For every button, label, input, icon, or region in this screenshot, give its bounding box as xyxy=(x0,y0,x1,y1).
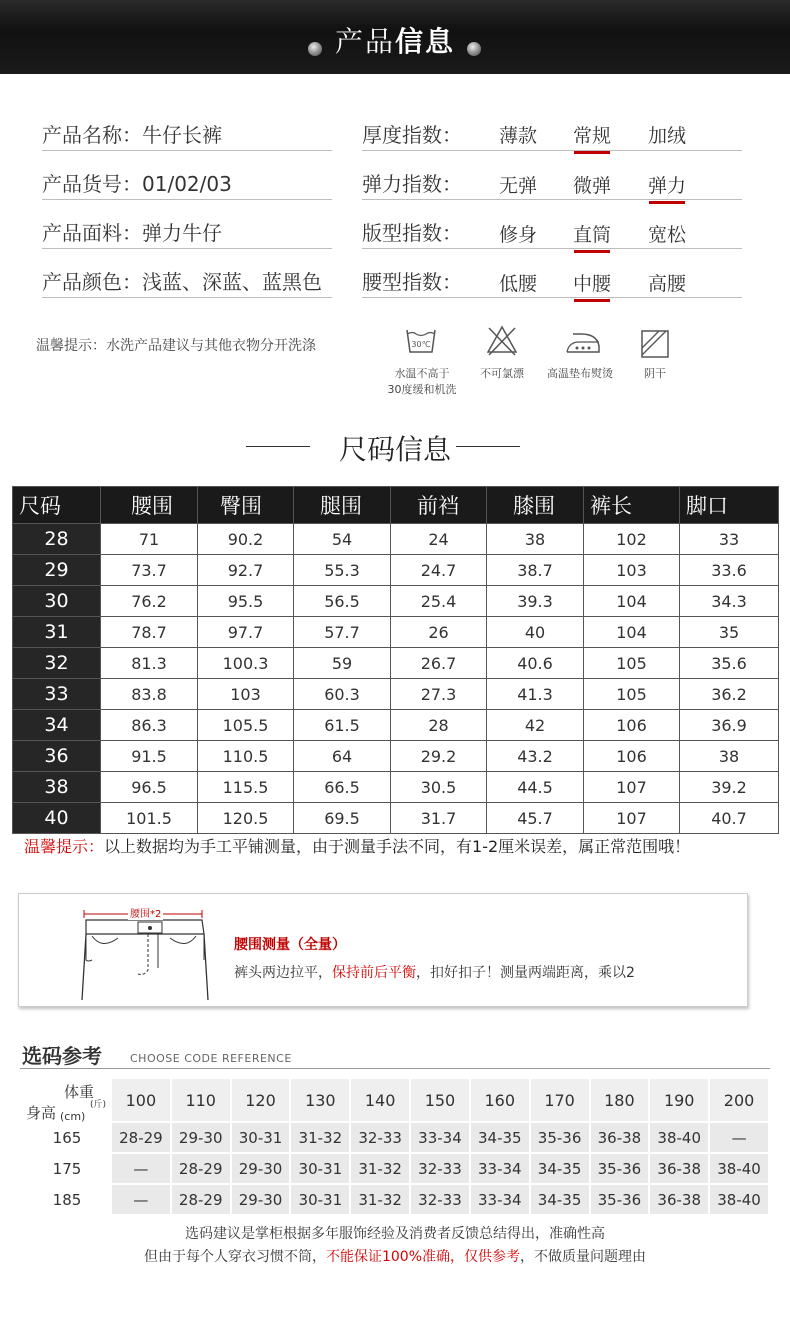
table-cell: 26 xyxy=(391,617,487,648)
size-reference-table xyxy=(22,1077,770,1216)
shade-dry-icon xyxy=(639,328,673,362)
weight-cell: 160 xyxy=(471,1079,529,1121)
thickness-option-selected: 常规 xyxy=(562,121,622,151)
thickness-option: 加绒 xyxy=(647,125,686,147)
weight-cell: 100 xyxy=(112,1079,170,1121)
table-cell: 39.3 xyxy=(487,586,584,617)
table-cell: 29.2 xyxy=(391,741,487,772)
table-row xyxy=(13,772,779,803)
divider xyxy=(20,1068,770,1069)
table-row xyxy=(13,524,779,555)
table-cell: 100.3 xyxy=(198,648,294,679)
size-cell: 40 xyxy=(13,803,101,834)
size-table xyxy=(12,486,779,834)
size-cell: 29 xyxy=(13,555,101,586)
size-cell: 33 xyxy=(13,679,101,710)
table-cell: 105 xyxy=(584,679,680,710)
table-cell: 39.2 xyxy=(680,772,779,803)
col-header: 前裆 xyxy=(391,487,487,524)
table-cell: 38 xyxy=(487,524,584,555)
weight-cell: 200 xyxy=(710,1079,768,1121)
table-cell: 26.7 xyxy=(391,648,487,679)
table-cell: 66.5 xyxy=(294,772,391,803)
table-row xyxy=(13,710,779,741)
table-cell: 78.7 xyxy=(101,617,198,648)
col-header: 尺码 xyxy=(13,487,101,524)
table-cell: 76.2 xyxy=(101,586,198,617)
table-cell: 35.6 xyxy=(680,648,779,679)
col-header: 脚口 xyxy=(680,487,779,524)
table-cell: 43.2 xyxy=(487,741,584,772)
table-cell: 38 xyxy=(680,741,779,772)
size-range-cell: 33-34 xyxy=(411,1123,469,1152)
product-color-label: 产品颜色： xyxy=(42,270,142,294)
height-cell: 175 xyxy=(24,1154,110,1183)
table-row xyxy=(13,803,779,834)
table-cell: 28 xyxy=(391,710,487,741)
waist-option: 低腰 xyxy=(498,273,537,295)
table-row xyxy=(13,648,779,679)
table-cell: 42 xyxy=(487,710,584,741)
wash-tip: 温馨提示：水洗产品建议与其他衣物分开洗涤 xyxy=(36,338,316,354)
table-cell: 59 xyxy=(294,648,391,679)
size-section-title: 尺码信息 xyxy=(338,433,451,466)
size-range-cell: 29-30 xyxy=(172,1123,230,1152)
waist-option-selected: 中腰 xyxy=(562,269,622,299)
table-cell: 101.5 xyxy=(101,803,198,834)
size-range-cell: 35-36 xyxy=(531,1123,589,1152)
product-color-row xyxy=(42,267,332,298)
elasticity-option: 无弹 xyxy=(498,175,537,197)
table-cell: 90.2 xyxy=(198,524,294,555)
weight-cell: 190 xyxy=(650,1079,708,1121)
table-cell: 103 xyxy=(198,679,294,710)
product-name-value: 牛仔长裤 xyxy=(142,123,222,147)
elasticity-index-label: 弹力指数： xyxy=(362,172,462,196)
table-cell: 107 xyxy=(584,772,680,803)
table-cell: 104 xyxy=(584,617,680,648)
table-cell: 96.5 xyxy=(101,772,198,803)
size-cell: 32 xyxy=(13,648,101,679)
col-header: 裤长 xyxy=(584,487,680,524)
weight-cell: 150 xyxy=(411,1079,469,1121)
col-header: 膝围 xyxy=(487,487,584,524)
size-range-cell: — xyxy=(112,1154,170,1183)
size-table-header xyxy=(13,487,779,524)
size-range-cell: 38-40 xyxy=(650,1123,708,1152)
size-range-cell: 29-30 xyxy=(232,1185,290,1214)
fit-index-label: 版型指数： xyxy=(362,221,462,245)
table-cell: 105 xyxy=(584,648,680,679)
table-cell: 64 xyxy=(294,741,391,772)
size-reference-title: 选码参考 xyxy=(22,1044,102,1068)
size-range-cell: — xyxy=(112,1185,170,1214)
size-cell: 28 xyxy=(13,524,101,555)
table-cell: 24.7 xyxy=(391,555,487,586)
table-cell: 115.5 xyxy=(198,772,294,803)
height-cell: 165 xyxy=(24,1123,110,1152)
waist-measure-text: 裤头两边拉平，保持前后平衡，扣好扣子！测量两端距离，乘以2 xyxy=(234,965,635,981)
table-cell: 105.5 xyxy=(198,710,294,741)
product-fabric-row xyxy=(42,218,332,249)
size-range-cell: 36-38 xyxy=(650,1185,708,1214)
size-range-cell: 31-32 xyxy=(351,1185,409,1214)
size-range-cell: 32-33 xyxy=(351,1123,409,1152)
table-cell: 91.5 xyxy=(101,741,198,772)
elasticity-option-selected: 弹力 xyxy=(637,171,697,201)
waist-measure-title: 腰围测量（全量） xyxy=(234,937,346,953)
wash-30-icon xyxy=(404,322,438,356)
table-cell: 31.7 xyxy=(391,803,487,834)
table-cell: 38.7 xyxy=(487,555,584,586)
product-name-row xyxy=(42,120,332,151)
corner-cell: 体重 (斤) 身高 (cm) xyxy=(24,1079,110,1121)
height-cell: 185 xyxy=(24,1185,110,1214)
table-cell: 102 xyxy=(584,524,680,555)
elasticity-option: 微弹 xyxy=(572,175,611,197)
size-range-cell: 30-31 xyxy=(232,1123,290,1152)
size-reference-subtitle: CHOOSE CODE REFERENCE xyxy=(130,1052,292,1065)
size-range-cell: 34-35 xyxy=(531,1154,589,1183)
table-cell: 33 xyxy=(680,524,779,555)
size-range-cell: 33-34 xyxy=(471,1154,529,1183)
weight-cell: 180 xyxy=(591,1079,649,1121)
size-range-cell: 28-29 xyxy=(112,1123,170,1152)
size-range-cell: 35-36 xyxy=(591,1185,649,1214)
table-row xyxy=(13,741,779,772)
size-cell: 36 xyxy=(13,741,101,772)
table-cell: 40.7 xyxy=(680,803,779,834)
size-cell: 30 xyxy=(13,586,101,617)
reference-note-1: 选码建议是掌柜根据多年服饰经验及消费者反馈总结得出，准确性高 xyxy=(185,1226,605,1242)
product-fabric-label: 产品面料： xyxy=(42,221,142,245)
table-row xyxy=(13,555,779,586)
thickness-option: 薄款 xyxy=(498,125,537,147)
table-cell: 25.4 xyxy=(391,586,487,617)
size-range-cell: 36-38 xyxy=(650,1154,708,1183)
col-header: 腰围 xyxy=(101,487,198,524)
col-header: 臀围 xyxy=(198,487,294,524)
table-cell: 86.3 xyxy=(101,710,198,741)
reference-row xyxy=(24,1154,768,1183)
waist-diagram-label: 腰围*2 xyxy=(128,905,163,920)
table-cell: 36.9 xyxy=(680,710,779,741)
table-cell: 36.2 xyxy=(680,679,779,710)
size-range-cell: 28-29 xyxy=(172,1154,230,1183)
reference-row xyxy=(24,1185,768,1214)
table-cell: 27.3 xyxy=(391,679,487,710)
table-cell: 92.7 xyxy=(198,555,294,586)
table-cell: 55.3 xyxy=(294,555,391,586)
weight-cell: 110 xyxy=(172,1079,230,1121)
table-cell: 45.7 xyxy=(487,803,584,834)
table-cell: 69.5 xyxy=(294,803,391,834)
table-row xyxy=(13,617,779,648)
table-cell: 57.7 xyxy=(294,617,391,648)
size-range-cell: 34-35 xyxy=(531,1185,589,1214)
table-cell: 41.3 xyxy=(487,679,584,710)
iron-caption: 高温垫布熨烫 xyxy=(547,367,613,380)
fit-option-selected: 直筒 xyxy=(562,220,622,250)
table-cell: 106 xyxy=(584,710,680,741)
table-cell: 44.5 xyxy=(487,772,584,803)
size-range-cell: 28-29 xyxy=(172,1185,230,1214)
no-bleach-caption: 不可氯漂 xyxy=(480,367,524,380)
table-cell: 35 xyxy=(680,617,779,648)
reference-row xyxy=(24,1123,768,1152)
size-cell: 34 xyxy=(13,710,101,741)
size-range-cell: 29-30 xyxy=(232,1154,290,1183)
weight-header-row xyxy=(24,1079,768,1121)
col-header: 腿围 xyxy=(294,487,391,524)
shade-dry-caption: 阴干 xyxy=(644,367,666,380)
waist-index-label: 腰型指数： xyxy=(362,270,462,294)
product-name-label: 产品名称： xyxy=(42,123,142,147)
table-cell: 83.8 xyxy=(101,679,198,710)
size-range-cell: 32-33 xyxy=(411,1154,469,1183)
product-code-label: 产品货号： xyxy=(42,172,142,196)
table-cell: 107 xyxy=(584,803,680,834)
table-cell: 104 xyxy=(584,586,680,617)
fit-option: 修身 xyxy=(498,224,537,246)
size-range-cell: — xyxy=(710,1123,768,1152)
weight-cell: 130 xyxy=(291,1079,349,1121)
table-cell: 30.5 xyxy=(391,772,487,803)
product-code-value: 01/02/03 xyxy=(142,172,232,196)
waist-option: 高腰 xyxy=(647,273,686,295)
table-row xyxy=(13,679,779,710)
no-bleach-icon xyxy=(485,324,519,358)
table-cell: 71 xyxy=(101,524,198,555)
weight-cell: 170 xyxy=(531,1079,589,1121)
size-range-cell: 30-31 xyxy=(291,1154,349,1183)
size-range-cell: 32-33 xyxy=(411,1185,469,1214)
measurement-tip: 温馨提示：以上数据均为手工平铺测量，由于测量手法不同，有1-2厘米误差，属正常范围哦！ xyxy=(24,837,691,856)
product-code-row xyxy=(42,169,332,200)
table-cell: 61.5 xyxy=(294,710,391,741)
page-title: 产品信息 xyxy=(334,25,456,58)
table-cell: 56.5 xyxy=(294,586,391,617)
table-cell: 120.5 xyxy=(198,803,294,834)
product-color-value: 浅蓝、深蓝、蓝黑色 xyxy=(142,270,322,294)
table-cell: 81.3 xyxy=(101,648,198,679)
table-cell: 60.3 xyxy=(294,679,391,710)
table-cell: 97.7 xyxy=(198,617,294,648)
svg-text:30℃: 30℃ xyxy=(411,340,431,349)
table-cell: 24 xyxy=(391,524,487,555)
weight-cell: 120 xyxy=(232,1079,290,1121)
table-cell: 40.6 xyxy=(487,648,584,679)
size-cell: 31 xyxy=(13,617,101,648)
title-rule-right xyxy=(456,446,520,447)
table-cell: 40 xyxy=(487,617,584,648)
product-fabric-value: 弹力牛仔 xyxy=(142,221,222,245)
iron-icon xyxy=(563,326,597,360)
size-range-cell: 36-38 xyxy=(591,1123,649,1152)
wash-30-caption: 水温不高于 30度缓和机洗 xyxy=(387,367,457,396)
size-range-cell: 35-36 xyxy=(591,1154,649,1183)
size-range-cell: 33-34 xyxy=(471,1185,529,1214)
table-cell: 95.5 xyxy=(198,586,294,617)
table-row xyxy=(13,586,779,617)
table-cell: 103 xyxy=(584,555,680,586)
reference-note-2: 但由于每个人穿衣习惯不筒，不能保证100%准确，仅供参考，不做质量问题理由 xyxy=(143,1249,647,1265)
size-range-cell: 38-40 xyxy=(710,1154,768,1183)
size-range-cell: 34-35 xyxy=(471,1123,529,1152)
size-range-cell: 38-40 xyxy=(710,1185,768,1214)
size-range-cell: 31-32 xyxy=(291,1123,349,1152)
table-cell: 54 xyxy=(294,524,391,555)
weight-cell: 140 xyxy=(351,1079,409,1121)
size-cell: 38 xyxy=(13,772,101,803)
fit-option: 宽松 xyxy=(647,224,686,246)
table-cell: 33.6 xyxy=(680,555,779,586)
thickness-index-label: 厚度指数： xyxy=(362,123,462,147)
table-cell: 34.3 xyxy=(680,586,779,617)
size-range-cell: 30-31 xyxy=(291,1185,349,1214)
table-cell: 106 xyxy=(584,741,680,772)
size-range-cell: 31-32 xyxy=(351,1154,409,1183)
table-cell: 73.7 xyxy=(101,555,198,586)
table-cell: 110.5 xyxy=(198,741,294,772)
